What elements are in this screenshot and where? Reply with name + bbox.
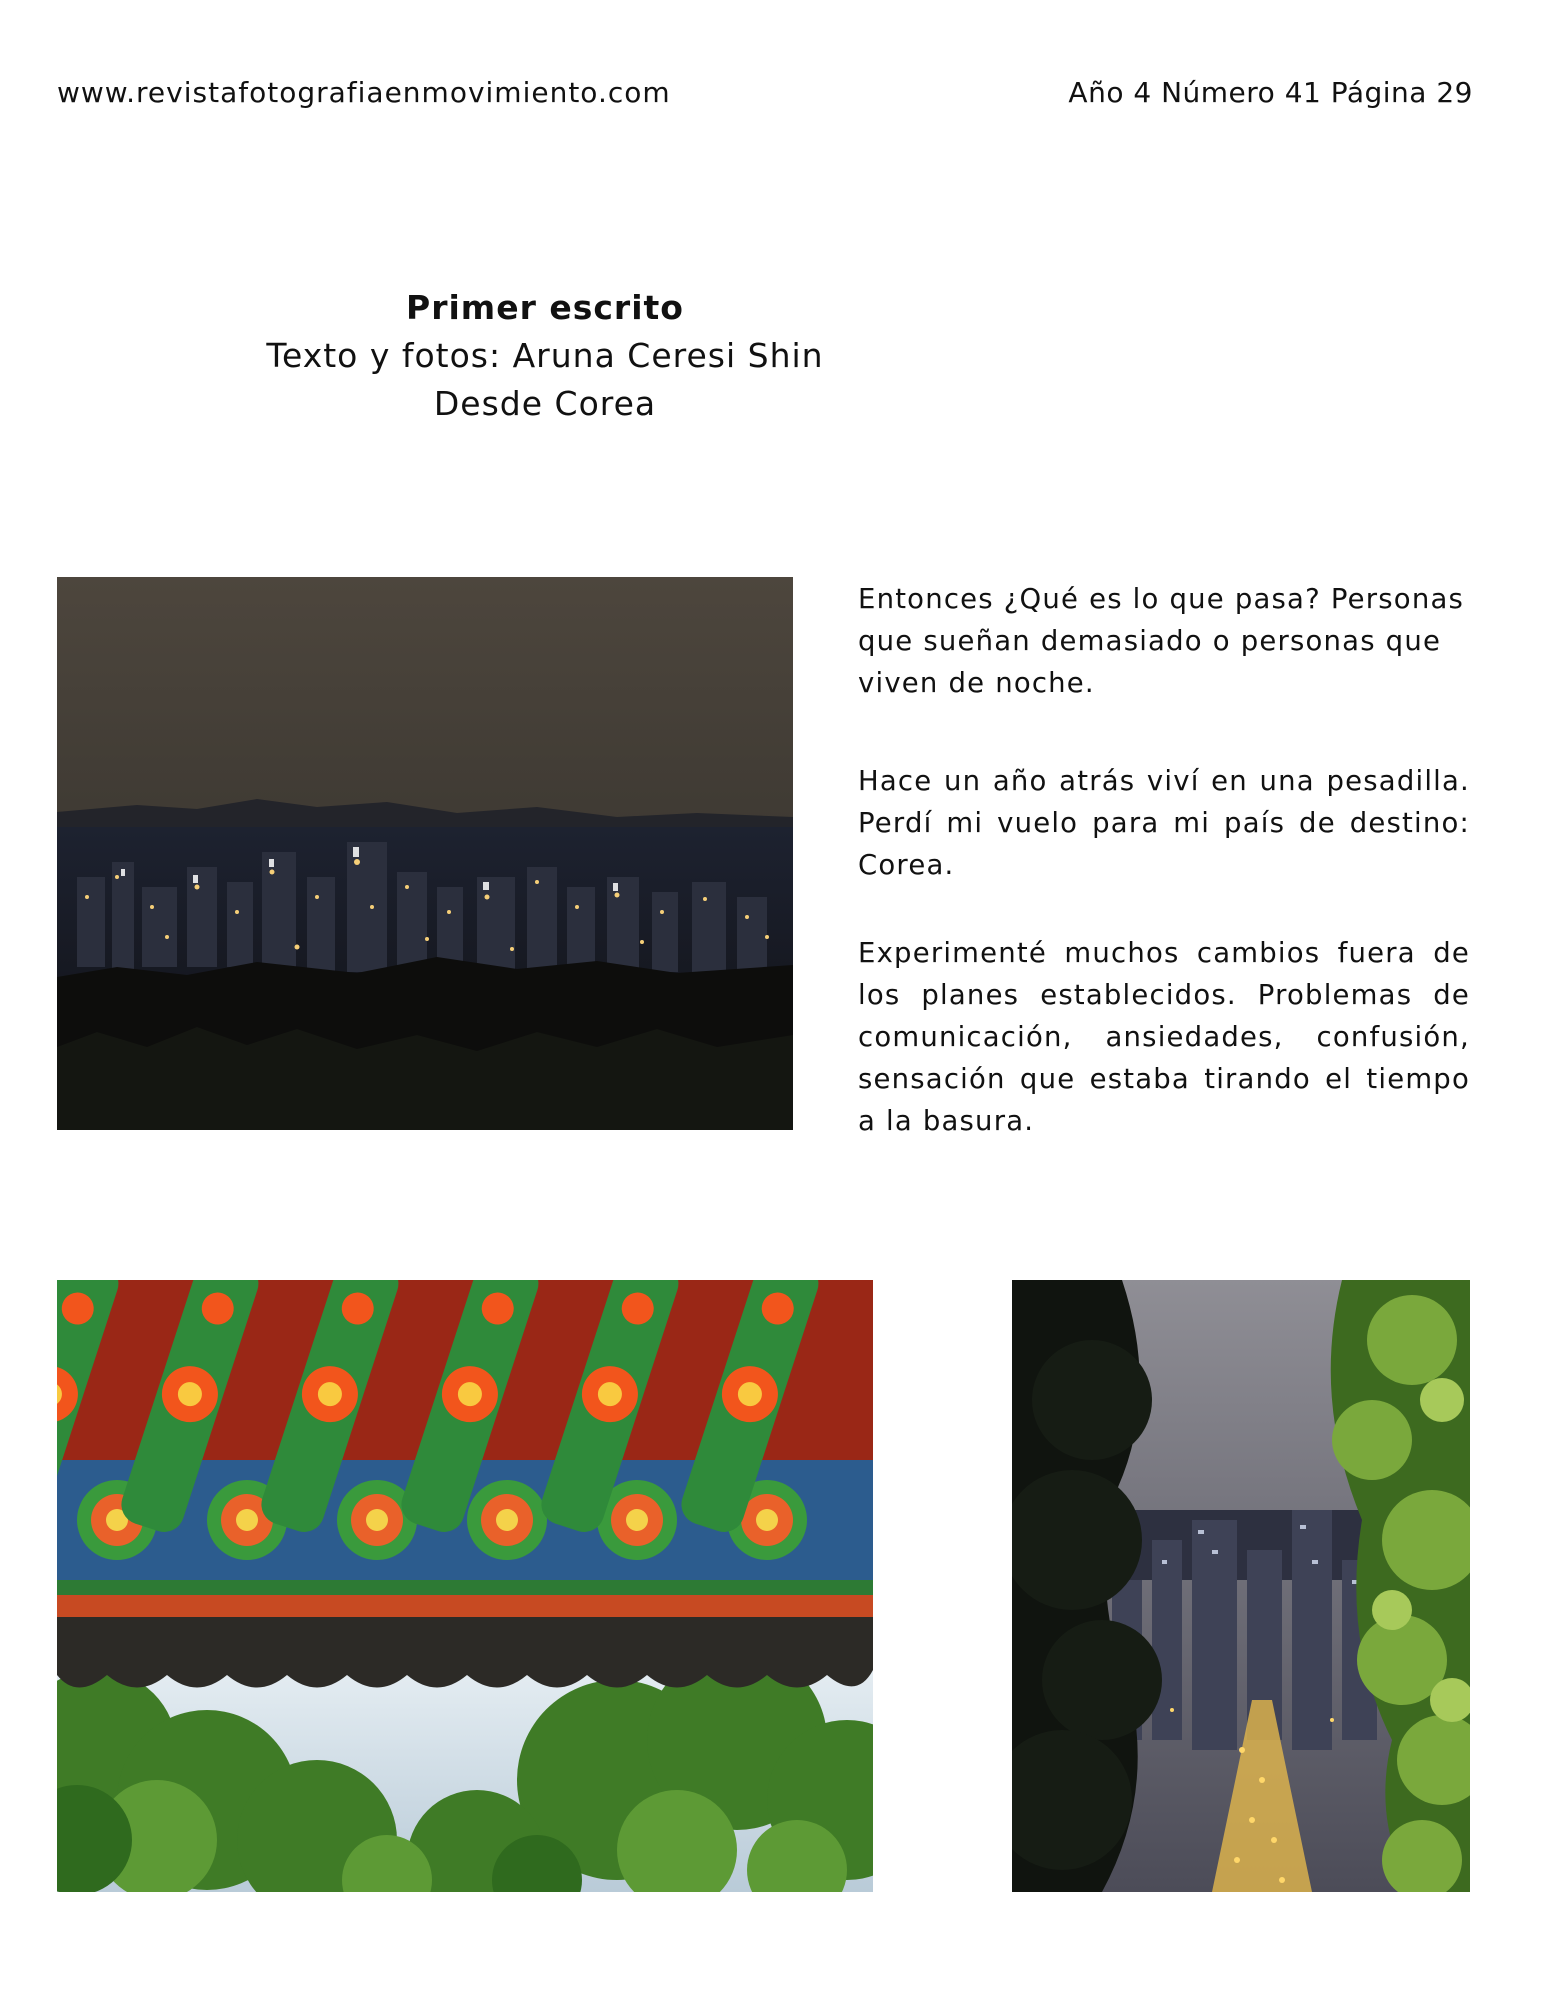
photo-temple-eaves [57, 1280, 873, 1892]
header-issue: Año 4 Número 41 Página 29 [1068, 76, 1473, 109]
photo-night-city [57, 577, 793, 1130]
article-body [858, 578, 1470, 1142]
paragraph-1: Entonces ¿Qué es lo que pasa? Personas que sueñan demasiado o personas que viven de noche. [858, 583, 1465, 699]
article-location: Desde Corea [433, 384, 657, 423]
photo-city-through-trees [1012, 1280, 1470, 1892]
article-byline: Texto y fotos: Aruna Ceresi Shin [266, 336, 824, 375]
article-title-block [180, 284, 910, 428]
paragraph-3: Experimenté muchos cambios fuera de los planes establecidos. Problemas de comunicación, ansiedades, confusión, sensación que estaba tirando el tiempo a la basura. [858, 937, 1470, 1137]
paragraph-2: Hace un año atrás viví en una pesadilla. Perdí mi vuelo para mi país de destino: Corea. [858, 765, 1470, 881]
article-title: Primer escrito [406, 288, 684, 327]
header-website: www.revistafotografiaenmovimiento.com [57, 76, 671, 109]
